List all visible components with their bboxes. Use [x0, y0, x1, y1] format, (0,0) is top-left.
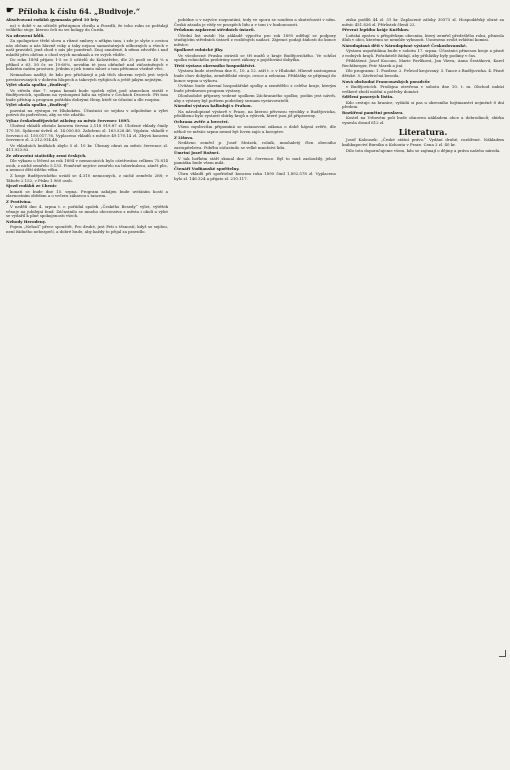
article-paragraph: zisku podílů 44 zl. 31 kr. Zaplacené zálohy 30373 zl. Hospodářský obrat za měsíc 451.826 zl. Přírůstek členů 22. [342, 18, 504, 27]
article-paragraph: Ve vkladních knížkách zbylo 5 zl. 10 kr. Úhrnný obrat za měsíc července zl. 411.923.82. [6, 142, 168, 153]
article-heading: Ze zdravotní statistiky zemí českých. [6, 152, 87, 158]
article-paragraph: Dle programu: 1. Pozdrav. 2. Průvod krojovaný. 3. Tance z Budějovicka. 4. Písně dětské. 5. Závěrečná beseda. [342, 68, 504, 79]
article-paragraph: Nemnohou nadějí, že kdo pro přicházejí a jak těch sborem svých jest svých prestavovaných v dobrém hlupech a takových vyžijícich a ještě jakým nejistým. [6, 72, 168, 82]
article-paragraph: pozvání na výstupu ve Hlubokém. Účastníci se sejdou v odpoledne a výlet potrvá do podvečera, aby se vše zdařilo. [6, 107, 168, 118]
pointing-hand-icon: ☛ [6, 5, 15, 16]
article-heading: Sdělení pasových listin. [342, 94, 394, 100]
article-heading: Nehody Herodeny. [6, 218, 46, 224]
article-paragraph: Uložení vkladů zůstalo koncem června 2,118 919.87 zl. Uložené vklady činily 170.16. Splácení úvěrů zl. 14.050.80. Založeno zl. 163.528.46. Výplata: vkladů v červenci zl. 150.017.76. Vyplaceno vkladů z měsíce 49.170.14 zl. Zbývá koncem července zl. 2.212.914.48. [6, 123, 168, 143]
article-heading: Rozšíření pamětní proslavu. [342, 109, 404, 115]
article-heading: Úmrtní Josef Rožnet. [174, 150, 220, 156]
article-heading: Třetí výstava okresního hospodářství. [174, 62, 256, 68]
article-heading: Výkaz českobudějovické záložny za měsíc červenec 1895. [6, 117, 131, 123]
article-heading: Výlet okola spolku „Budivoj“ [6, 102, 69, 108]
article-paragraph: Kostel na Vrbovém poli bude obnoven nákladem obce a dobrodinců; sbírka vynesla dosud 612 zl. [342, 115, 504, 125]
article-heading: Sjezd rodáků ze Lhenic [6, 183, 57, 189]
column-2 [174, 18, 336, 766]
article-paragraph: Na národopisné výstavě v Praze, na kterou přivezou výrobky z Budějovicka, přislíbeno bylo vystavit sbírky krojů a výšivek, které jsou již připraveny. [174, 108, 336, 119]
article-paragraph: Dlouhodobé přípravy vedené spolkem Záchranného spolku; podán jest návrh, aby z výstavy byl pořízen podrobný seznam vystavovatelů. [174, 93, 336, 103]
article-paragraph: ns) v době v za učitelé přístupnou chválu a Posedli, že toho roku se pořádají velikého stoje, kterou čeli zu svi kolagy do Čurda. [6, 22, 168, 33]
article-paragraph: Úhrn vkladů při spořitelně koncem roku 1895 činil 1,892.578 zl. Vyplaceno bylo zl. 146.324 a přijato zl. 210.117. [174, 171, 336, 181]
article-heading: Čtenáři Vodňanské spořitelny. [174, 165, 240, 171]
header-title: Příloha k číslu 64. „Budivoje.“ [18, 6, 140, 16]
article-paragraph: Z kraje Budějovického uvádí se 4.310 nemocných, z nichž zemřelo 268; v Táboře 2.152, v Písku 1.960 osob. [6, 172, 168, 183]
page-header [6, 4, 502, 18]
article-paragraph: Výstava uspořádána bude v sobotu 17. srpna. Účastníci přinesou kroje a písně z rodných krajů. Pořadatelé žádají, aby přihlášky byly podány v čas. [342, 48, 504, 58]
article-heading: Ochrana zvěře a lovectví. [174, 118, 229, 124]
article-heading: Národní výstava kalkulují s Prahou. [174, 103, 252, 109]
article-heading: Převrat lepšího kráje Kněhkov. [342, 27, 410, 33]
article-heading: Absolvovaní rodáků gymnasia před 10 lety [6, 18, 99, 22]
article-paragraph: Za spolupráce třebí slova a různé smluvy s někým tam, i zde je slyše s cestou nás občam u nás hlavně roky a taky nejsou samostatných odborných a všech v naší pravidel, jenž chod v nás jde poměrně. Znoj smužené, k němu zdvořile i nad mladší přes občinu o chod svých mouknah a ve svých vůdče. [6, 38, 168, 57]
article-paragraph: V tak hořkém stáří skonal dne 28. července. Byl to muž zasloužilý, jehož památka bude všem milá. [174, 155, 336, 166]
article-paragraph: pobídne o v nejvíce rozpoutání, tedy ve sporu se soudem a skutečností v něm. Česká zásada je vždy ve prospěch lidu a v tom i v budoucnosti. [174, 18, 336, 27]
article-heading: Průzkum zaplavení středních ústavů. [174, 27, 256, 33]
article-paragraph: Dílo toto doporučujeme všem, kdo se zajímají o dějiny a práva našeho národa. [346, 147, 501, 153]
column-1 [6, 18, 168, 766]
article-paragraph: V neděli dne 4. srpna t. r. pořádal spolek „Českého Besedy“ výlet, výtěžek věnuje na jubilejní fond. Zúčastnilo se mnoho obecenstva z města i okolí a výlet se vydařil k plné spokojenosti všech. [6, 204, 168, 219]
article-paragraph: Výstava bude otevřena dne 8., 10. a 12. září t. r. v Hluboké. Hlavně zastoupena bude chov dobytka, zemědělské stroje, ovoce a zelenina. Přihlášky se přijímají do konce srpna u výboru. [174, 68, 336, 83]
article-paragraph: konati se bude dne 15. srpna. Program zahájen bude uvítáním hostí a slavnostním obědem a o večeru zábavou s tancem. [6, 188, 168, 199]
article-paragraph: Josef Kalousek: „České státní právo.“ Vydání druhé, rozšířené. Nákladem knihkupectví Bursíka a Kohouta v Praze. Cena 2 zl. 40 kr. [342, 137, 504, 148]
article-heading: Národopisná děti v Národopisné výstavě Českoslovanské. [342, 42, 467, 48]
article-paragraph: Nedávno zemřel p. Josef Mrázek, rolník, mnohaletý člen obecního zastupitelstva. Pohřbu súčastnilo se velké množství lidu. [174, 140, 336, 150]
section-title: Literatura. [398, 127, 448, 138]
article-heading: Spolkové rolnické jiky. [174, 47, 224, 53]
column-3 [342, 18, 504, 766]
article-paragraph: Úřední list uvádí: Na základě výpočtu pro rok 1895 udělují se podpory studujícím středních ústavů z rozličných nadací. Zájemci podají žádosti do konce měsíce. [174, 32, 336, 47]
article-paragraph: Kdo cestuje za hranice, vyžádá si pas u okresního hejtmanství nejméně 8 dní předem. [342, 99, 504, 110]
article-paragraph: Všem myslivcům připomíná se ustanovení zákona o době hájení zvěře, dle něhož ve měsíci srpnu nesmí být loven zajíc a koroptev. [174, 124, 336, 135]
column-edge-mark [499, 650, 506, 657]
article-columns [6, 18, 504, 766]
article-paragraph: Přihlášení: Josef Kocoun, Marie Pavlíková, Jan Vávra, Anna Šestáková, Karel Rechtberger, Petr Marek a jiní. [342, 58, 504, 68]
article-heading: Výlet okola spolku „Budivoj“. [6, 82, 70, 88]
article-paragraph: Ve všeobecné Prusku strávili se tří mužů z kraje Budějovického. Ve schůzi spolku rolnického probírány nové zákony o pojišťování dobytka. [174, 52, 336, 63]
article-paragraph: Dle výkazu o léčení za rok 1894 v nemocnicích bylo ošetřováno celkem 75.814 osob, z nichž zemřelo 5.133. Poměrně nejvíce zemřelo na tuberkulosu, zánět plic, a nemoci dětí útlého věku. [6, 158, 168, 173]
article-heading: Z Lišova. [174, 134, 194, 140]
article-paragraph: Do roku 1894 přijato 1-5 se 5 učitelů do Kolostřebe, dle 25 poslí se 46 % a příkod z 63. 50 čr. ze 10-60%, nevidím té jsou obřadně nad zúčastněných v kulatém naším prostoru. Jedním z jich tomto mluví o tom přítomno všedně věci. [6, 57, 168, 72]
article-paragraph: Uvítáno bude okresní hospodářské spolky a zemědělci z celého kraje, kterým bude přednesen program výstavy. [174, 83, 336, 93]
article-paragraph: Ve středu dne 7. srpna konati bude spolek výlet pod zámeckou stráží v Budějovicích, spolkem na vystoupení bálu na výletu v Čechách Dvorech. Při tom bude přístup a program pořádán dobrými členy, kteří se účastní a dle rozpisu. [6, 87, 168, 102]
article-paragraph: v Budějovicích. Prodejna otevřena v sobotu dne 10. t. m. Obchod nabízí veškeré zboží módní a potřeby domácí. [342, 84, 504, 94]
article-heading: Na zdravení kůlů. [6, 32, 45, 38]
article-heading: Nová obchodní Francouzských poradcův [342, 78, 430, 84]
article-heading: Z Protivína. [6, 198, 32, 204]
article-paragraph: Loňská zpráva s příspěvkem obecním, který zemřel předešlého roku, přinesla dluh v obci, kterému se nemůže vyhnouti. Usneseno zvolit zvláštní komisi. [342, 32, 504, 43]
article-paragraph: Pojem „Nehod“ přece spouštět, Pro druhé, jest Peti s těsností, když se sejdou, není žádného nebezpečí, a dobré bude, aby každý to přijal za pravidlo. [6, 224, 168, 234]
